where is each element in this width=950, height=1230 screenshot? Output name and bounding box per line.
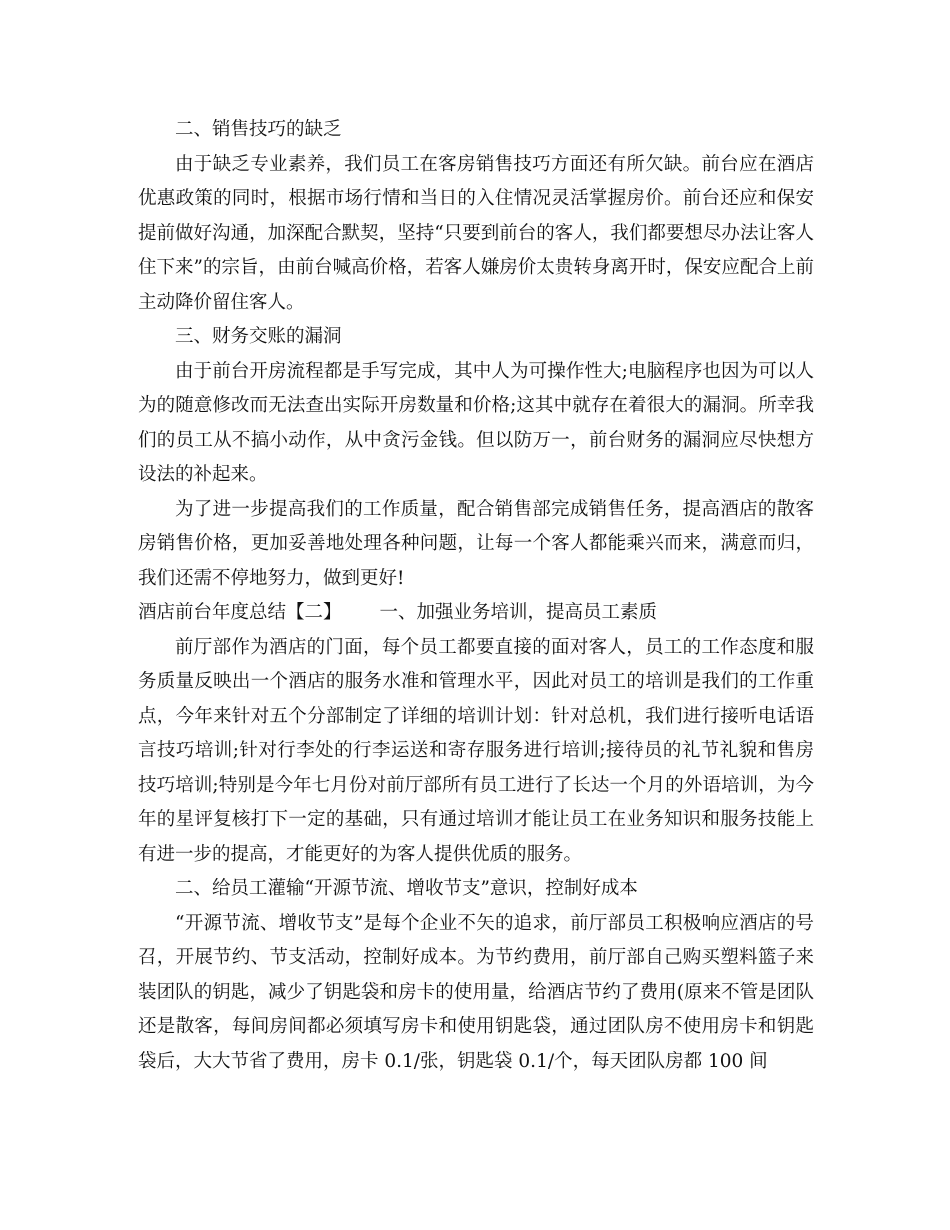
heading-cost-control: 二、给员工灌输“开源节流、增收节支”意识，控制好成本 (175, 878, 638, 899)
heading-sales-skills: 二、销售技巧的缺乏 (175, 119, 342, 140)
paragraph-cost-control: “开源节流、增收节支”是每个企业不矢的追求，前厅部员工积极响应酒店的号召，开展节约、节支活动，控制好成本。为节约费用，前厅部自己购买塑料篮子来装团队的钥匙，减少了钥匙袋和房卡的使用量，给酒店节约了费用(原来不管是团队还是散客，每间房间都必须填写房卡和使用钥匙袋，通过团队房不使用房卡和钥匙袋后，大大节省了费用，房卡 0.1/张，钥匙袋 0.1/个，每天团队房都 100 间 (138, 912, 814, 1072)
paragraph-sales-skills: 由于缺乏专业素养，我们员工在客房销售技巧方面还有所欠缺。前台应在酒店优惠政策的同时，根据市场行情和当日的入住情况灵活掌握房价。前台还应和保安提前做好沟通，加深配合默契，坚持“只要到前台的客人，我们都要想尽办法让客人住下来”的宗旨，由前台喊高价格，若客人嫌房价太贵转身离开时，保安应配合上前主动降价留住客人。 (138, 153, 814, 313)
heading-finance-loophole: 三、财务交账的漏洞 (175, 326, 342, 347)
paragraph-training: 前厅部作为酒店的门面，每个员工都要直接的面对客人，员工的工作态度和服务质量反映出一个酒店的服务水准和管理水平，因此对员工的培训是我们的工作重点，今年来针对五个分部制定了详细的培训计划：针对总机，我们进行接听电话语言技巧培训;针对行李处的行李运送和寄存服务进行培训;接待员的礼节礼貌和售房技巧培训;特别是今年七月份对前厅部所有员工进行了长达一个月的外语培训，为今年的星评复核打下一定的基础，只有通过培训才能让员工在业务知识和服务技能上有进一步的提高，才能更好的为客人提供优质的服务。 (138, 636, 814, 865)
paragraph-conclusion: 为了进一步提高我们的工作质量，配合销售部完成销售任务，提高酒店的散客房销售价格，更加妥善地处理各种问题，让每一个客人都能乘兴而来，满意而归，我们还需不停地努力，做到更好! (138, 498, 814, 589)
heading-training: 一、加强业务培训，提高员工素质 (379, 602, 658, 623)
section-title: 酒店前台年度总结【二】 (138, 602, 342, 623)
section-title-line (138, 596, 814, 631)
paragraph-finance-loophole: 由于前台开房流程都是手写完成，其中人为可操作性大;电脑程序也因为可以人为的随意修改而无法查出实际开房数量和价格;这其中就存在着很大的漏洞。所幸我们的员工从不搞小动作，从中贪污金钱。但以防万一，前台财务的漏洞应尽快想方设法的补起来。 (138, 360, 814, 485)
document-page (138, 113, 814, 1079)
